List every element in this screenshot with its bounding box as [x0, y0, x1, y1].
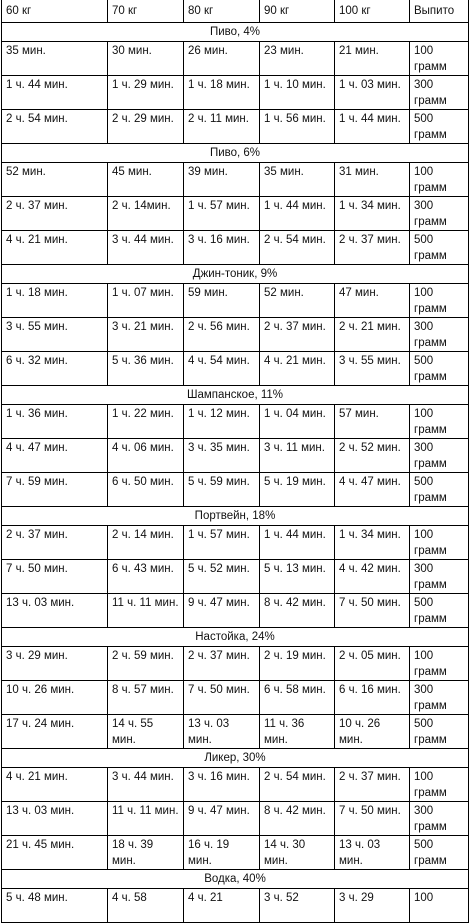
section-title: Шампанское, 11% [2, 386, 469, 405]
time-cell: 4 ч. 21 мин. [2, 768, 108, 802]
time-cell: 17 ч. 24 мин. [2, 715, 108, 749]
section-row [2, 265, 469, 284]
time-cell: 5 ч. 52 мин. [184, 560, 260, 594]
time-cell: 4 ч. 21 мин. [2, 231, 108, 265]
amount-cell: 300 грамм [410, 197, 469, 231]
time-cell: 13 ч. 03 мин. [2, 594, 108, 628]
time-cell: 2 ч. 52 мин. [335, 439, 410, 473]
amount-cell: 300 грамм [410, 76, 469, 110]
time-cell: 11 ч. 11 мин. [108, 594, 184, 628]
table-row [2, 163, 469, 197]
header-cell-60kg: 60 кг [2, 0, 108, 23]
table-row [2, 231, 469, 265]
time-cell: 2 ч. 11 мин. [184, 110, 260, 144]
time-cell: 59 мин. [184, 284, 260, 318]
time-cell: 2 ч. 54 мин. [260, 231, 335, 265]
time-cell: 13 ч. 03 мин. [335, 836, 410, 870]
time-cell: 3 ч. 35 мин. [184, 439, 260, 473]
time-cell: 2 ч. 37 мин. [2, 526, 108, 560]
amount-cell: 300 грамм [410, 560, 469, 594]
time-cell: 3 ч. 11 мин. [260, 439, 335, 473]
time-cell: 2 ч. 54 мин. [2, 110, 108, 144]
time-cell: 5 ч. 19 мин. [260, 473, 335, 507]
time-cell: 3 ч. 44 мин. [108, 231, 184, 265]
time-cell: 14 ч. 55 мин. [108, 715, 184, 749]
section-row [2, 628, 469, 647]
table-row [2, 560, 469, 594]
time-cell: 39 мин. [184, 163, 260, 197]
amount-cell: 500 грамм [410, 110, 469, 144]
table-row [2, 647, 469, 681]
table-row [2, 594, 469, 628]
time-cell: 6 ч. 32 мин. [2, 352, 108, 386]
time-cell: 1 ч. 22 мин. [108, 405, 184, 439]
time-cell: 6 ч. 58 мин. [260, 681, 335, 715]
time-cell: 3 ч. 16 мин. [184, 768, 260, 802]
time-cell: 10 ч. 26 мин. [2, 681, 108, 715]
time-cell: 52 мин. [2, 163, 108, 197]
table-row [2, 76, 469, 110]
time-cell: 3 ч. 29 мин. [2, 647, 108, 681]
time-cell: 10 ч. 26 мин. [335, 715, 410, 749]
time-cell: 4 ч. 42 мин. [335, 560, 410, 594]
time-cell: 1 ч. 34 мин. [335, 197, 410, 231]
amount-cell: 500 грамм [410, 715, 469, 749]
time-cell: 9 ч. 47 мин. [184, 802, 260, 836]
time-cell: 1 ч. 18 мин. [184, 76, 260, 110]
time-cell: 6 ч. 16 мин. [335, 681, 410, 715]
time-cell: 2 ч. 14мин. [108, 197, 184, 231]
amount-cell: 100 грамм [410, 647, 469, 681]
time-cell: 7 ч. 50 мин. [335, 594, 410, 628]
section-title: Ликер, 30% [2, 749, 469, 768]
time-cell: 4 ч. 54 мин. [184, 352, 260, 386]
time-cell: 35 мин. [260, 163, 335, 197]
time-cell: 1 ч. 56 мин. [260, 110, 335, 144]
time-cell: 57 мин. [335, 405, 410, 439]
time-cell: 3 ч. 55 мин. [335, 352, 410, 386]
amount-cell: 100 грамм [410, 163, 469, 197]
time-cell: 3 ч. 55 мин. [2, 318, 108, 352]
amount-cell: 500 грамм [410, 352, 469, 386]
time-cell: 9 ч. 47 мин. [184, 594, 260, 628]
time-cell: 3 ч. 29 [335, 889, 410, 923]
time-cell: 1 ч. 03 мин. [335, 76, 410, 110]
amount-cell: 300 грамм [410, 802, 469, 836]
time-cell: 4 ч. 58 [108, 889, 184, 923]
section-title: Пиво, 6% [2, 144, 469, 163]
section-title: Портвейн, 18% [2, 507, 469, 526]
table-row [2, 197, 469, 231]
section-row [2, 749, 469, 768]
time-cell: 7 ч. 50 мин. [184, 681, 260, 715]
time-cell: 4 ч. 06 мин. [108, 439, 184, 473]
table-row [2, 439, 469, 473]
time-cell: 1 ч. 07 мин. [108, 284, 184, 318]
time-cell: 1 ч. 36 мин. [2, 405, 108, 439]
time-cell: 1 ч. 04 мин. [260, 405, 335, 439]
time-cell: 30 мин. [108, 42, 184, 76]
section-row [2, 870, 469, 889]
time-cell: 11 ч. 11 мин. [108, 802, 184, 836]
table-row [2, 802, 469, 836]
time-cell: 1 ч. 10 мин. [260, 76, 335, 110]
time-cell: 31 мин. [335, 163, 410, 197]
time-cell: 1 ч. 34 мин. [335, 526, 410, 560]
time-cell: 1 ч. 12 мин. [184, 405, 260, 439]
time-cell: 7 ч. 50 мин. [335, 802, 410, 836]
time-cell: 2 ч. 54 мин. [260, 768, 335, 802]
header-cell-80kg: 80 кг [184, 0, 260, 23]
table-row [2, 42, 469, 76]
time-cell: 4 ч. 47 мин. [2, 439, 108, 473]
time-cell: 2 ч. 37 мин. [260, 318, 335, 352]
amount-cell: 300 грамм [410, 439, 469, 473]
time-cell: 26 мин. [184, 42, 260, 76]
time-cell: 4 ч. 21 [184, 889, 260, 923]
time-cell: 2 ч. 56 мин. [184, 318, 260, 352]
time-cell: 3 ч. 52 [260, 889, 335, 923]
time-cell: 5 ч. 59 мин. [184, 473, 260, 507]
time-cell: 11 ч. 36 мин. [260, 715, 335, 749]
time-cell: 21 мин. [335, 42, 410, 76]
time-cell: 13 ч. 03 мин. [2, 802, 108, 836]
amount-cell: 500 грамм [410, 836, 469, 870]
table-row [2, 405, 469, 439]
section-row [2, 144, 469, 163]
time-cell: 1 ч. 18 мин. [2, 284, 108, 318]
header-cell-drunk: Выпито [410, 0, 469, 23]
time-cell: 5 ч. 13 мин. [260, 560, 335, 594]
time-cell: 1 ч. 44 мин. [335, 110, 410, 144]
section-row [2, 23, 469, 42]
time-cell: 45 мин. [108, 163, 184, 197]
time-cell: 4 ч. 21 мин. [260, 352, 335, 386]
time-cell: 5 ч. 48 мин. [2, 889, 108, 923]
section-title: Джин-тоник, 9% [2, 265, 469, 284]
time-cell: 13 ч. 03 мин. [184, 715, 260, 749]
time-cell: 1 ч. 29 мин. [108, 76, 184, 110]
time-cell: 1 ч. 44 мин. [2, 76, 108, 110]
table-row [2, 473, 469, 507]
amount-cell: 300 грамм [410, 318, 469, 352]
time-cell: 2 ч. 59 мин. [108, 647, 184, 681]
section-title: Пиво, 4% [2, 23, 469, 42]
time-cell: 52 мин. [260, 284, 335, 318]
amount-cell: 100 грамм [410, 42, 469, 76]
header-cell-70kg: 70 кг [108, 0, 184, 23]
time-cell: 2 ч. 29 мин. [108, 110, 184, 144]
time-cell: 6 ч. 43 мин. [108, 560, 184, 594]
amount-cell: 100 грамм [410, 284, 469, 318]
time-cell: 2 ч. 37 мин. [184, 647, 260, 681]
amount-cell: 100 [410, 889, 469, 923]
table-row [2, 715, 469, 749]
header-row [2, 0, 469, 23]
time-cell: 8 ч. 57 мин. [108, 681, 184, 715]
table-row [2, 768, 469, 802]
time-cell: 2 ч. 05 мин. [335, 647, 410, 681]
time-cell: 7 ч. 59 мин. [2, 473, 108, 507]
time-cell: 16 ч. 19 мин. [184, 836, 260, 870]
table-row [2, 681, 469, 715]
amount-cell: 500 грамм [410, 473, 469, 507]
time-cell: 8 ч. 42 мин. [260, 594, 335, 628]
section-row [2, 386, 469, 405]
time-cell: 3 ч. 21 мин. [108, 318, 184, 352]
time-cell: 2 ч. 37 мин. [335, 231, 410, 265]
table-row [2, 110, 469, 144]
time-cell: 23 мин. [260, 42, 335, 76]
amount-cell: 100 грамм [410, 526, 469, 560]
section-row [2, 507, 469, 526]
time-cell: 35 мин. [2, 42, 108, 76]
time-cell: 8 ч. 42 мин. [260, 802, 335, 836]
time-cell: 2 ч. 19 мин. [260, 647, 335, 681]
time-cell: 21 ч. 45 мин. [2, 836, 108, 870]
section-title: Настойка, 24% [2, 628, 469, 647]
time-cell: 4 ч. 47 мин. [335, 473, 410, 507]
time-cell: 1 ч. 44 мин. [260, 197, 335, 231]
table-row [2, 284, 469, 318]
table-row [2, 352, 469, 386]
section-title: Водка, 40% [2, 870, 469, 889]
time-cell: 1 ч. 44 мин. [260, 526, 335, 560]
time-cell: 5 ч. 36 мин. [108, 352, 184, 386]
amount-cell: 100 грамм [410, 405, 469, 439]
amount-cell: 300 грамм [410, 681, 469, 715]
time-cell: 2 ч. 14 мин. [108, 526, 184, 560]
time-cell: 1 ч. 57 мин. [184, 526, 260, 560]
time-cell: 6 ч. 50 мин. [108, 473, 184, 507]
time-cell: 2 ч. 37 мин. [2, 197, 108, 231]
time-cell: 18 ч. 39 мин. [108, 836, 184, 870]
table-row [2, 318, 469, 352]
amount-cell: 100 грамм [410, 768, 469, 802]
time-cell: 3 ч. 16 мин. [184, 231, 260, 265]
time-cell: 7 ч. 50 мин. [2, 560, 108, 594]
amount-cell: 500 грамм [410, 231, 469, 265]
time-cell: 2 ч. 21 мин. [335, 318, 410, 352]
amount-cell: 500 грамм [410, 594, 469, 628]
table-row [2, 526, 469, 560]
time-cell: 14 ч. 30 мин. [260, 836, 335, 870]
table-body [2, 0, 469, 923]
header-cell-100kg: 100 кг [335, 0, 410, 23]
time-cell: 2 ч. 37 мин. [335, 768, 410, 802]
alcohol-elimination-table [1, 0, 469, 923]
header-cell-90kg: 90 кг [260, 0, 335, 23]
time-cell: 47 мин. [335, 284, 410, 318]
time-cell: 3 ч. 44 мин. [108, 768, 184, 802]
table-row [2, 836, 469, 870]
time-cell: 1 ч. 57 мин. [184, 197, 260, 231]
table-row [2, 889, 469, 923]
